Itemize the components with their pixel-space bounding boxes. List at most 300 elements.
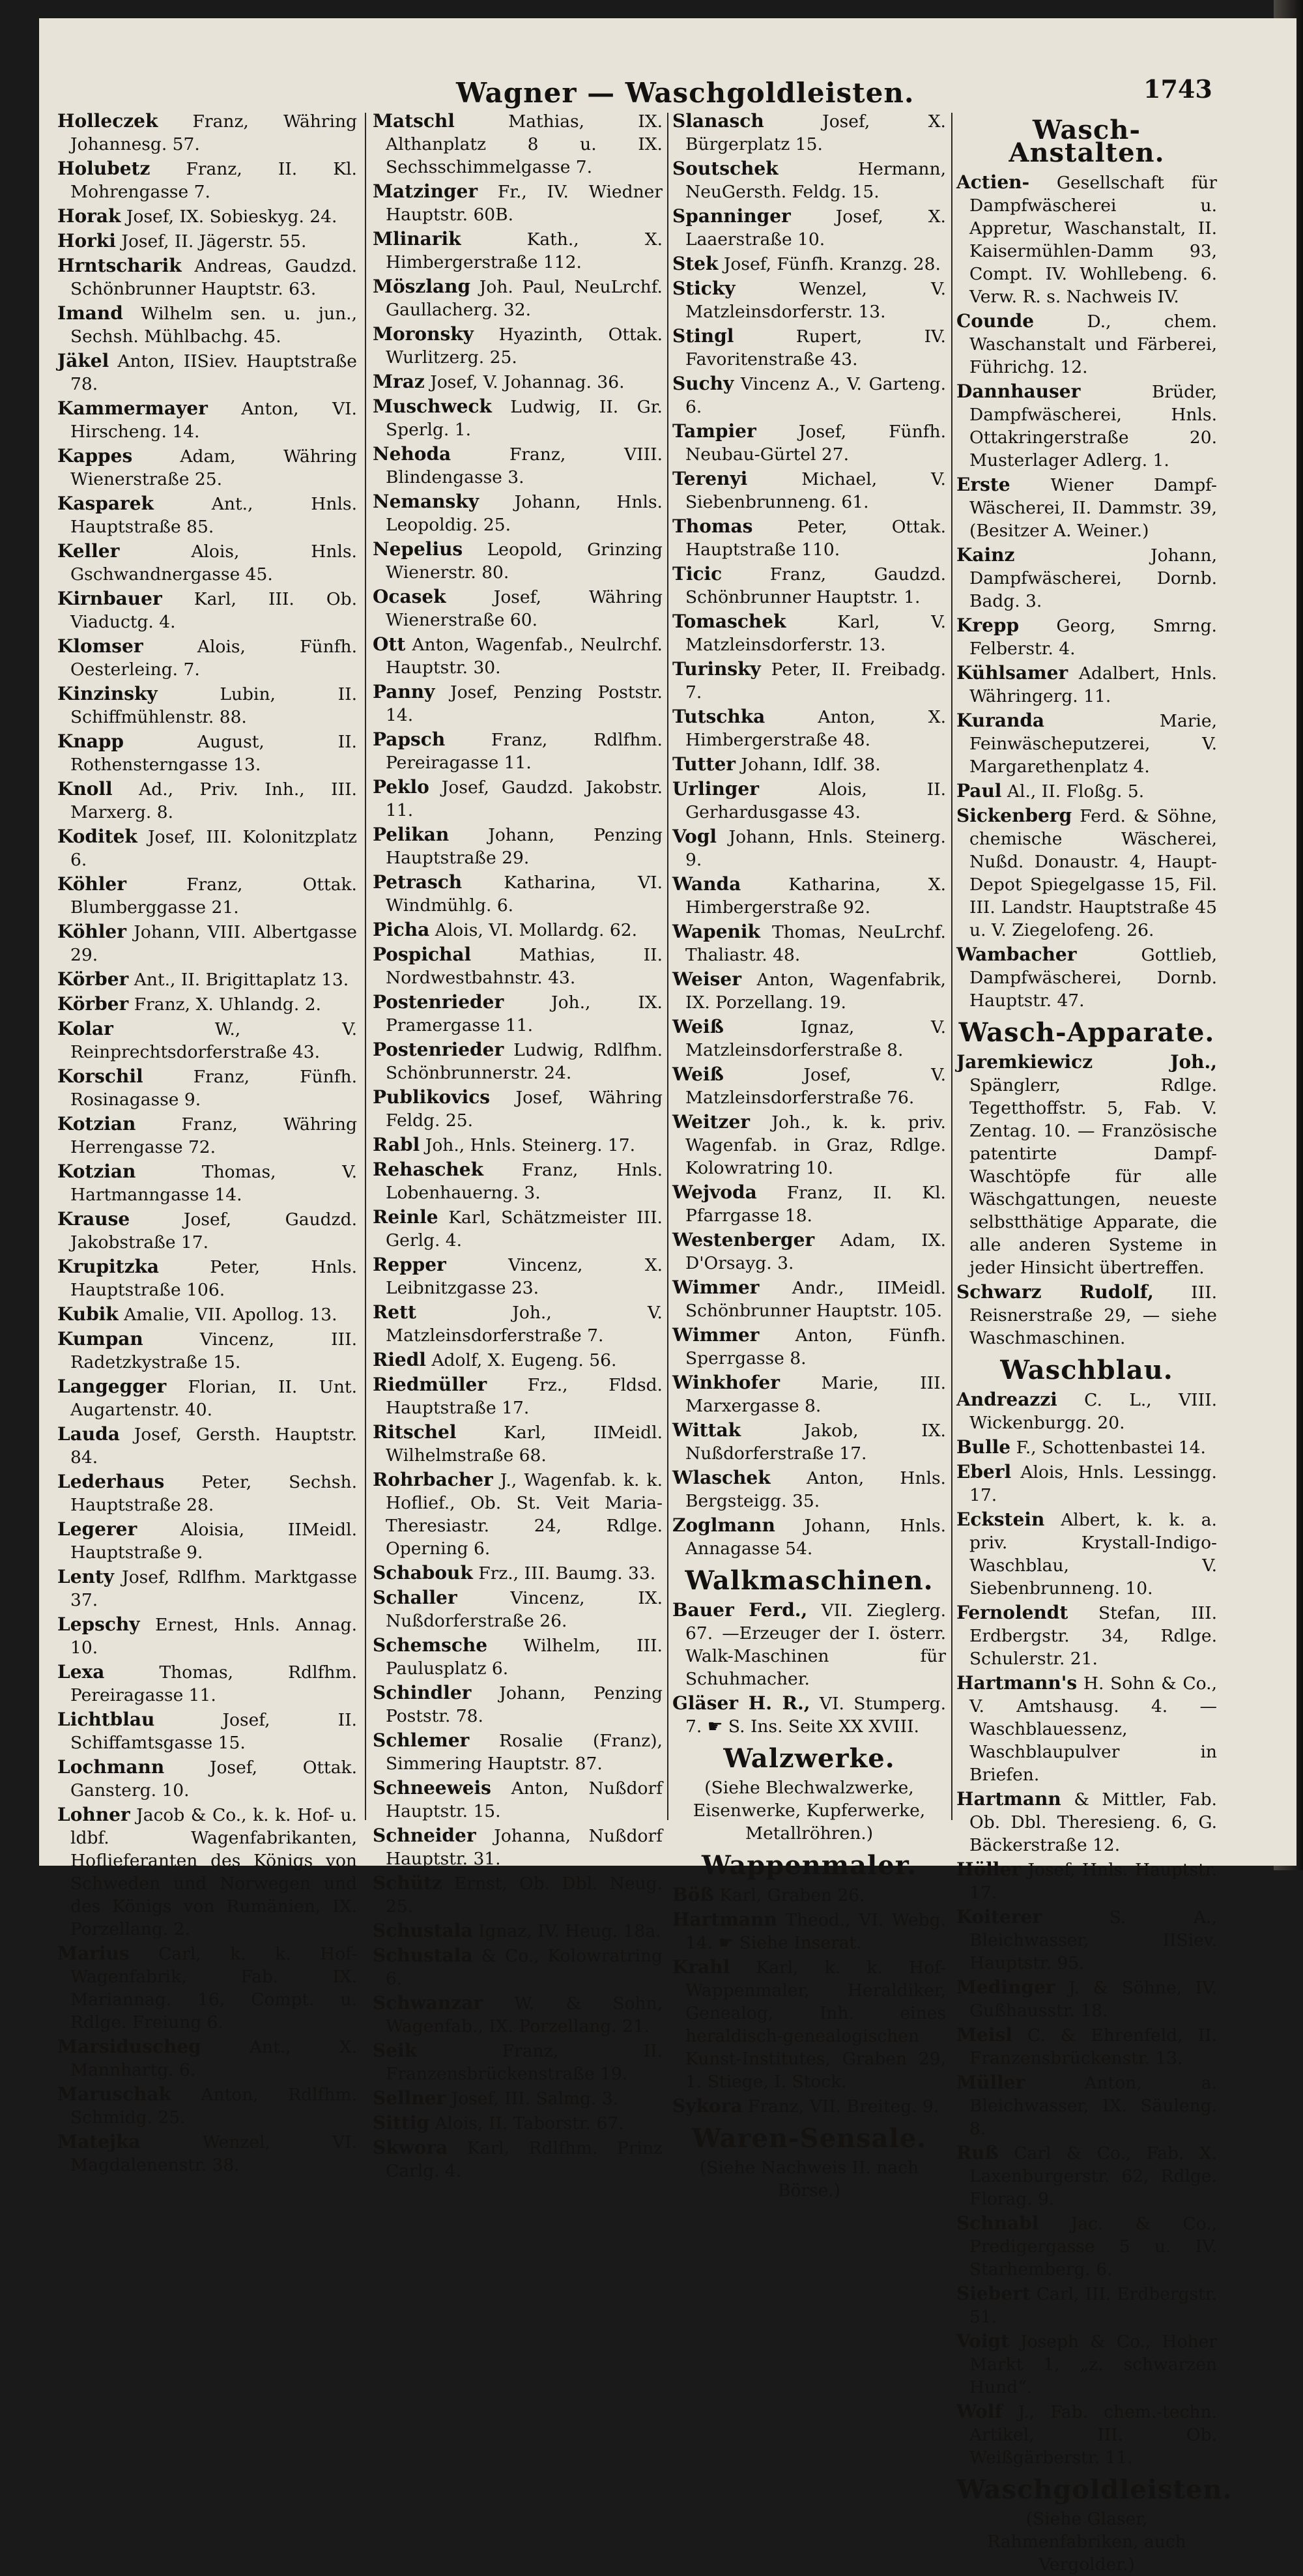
directory-entry xyxy=(373,1991,663,2038)
entry-details: Josef, Hnls. Hauptstr. 17. xyxy=(969,1860,1217,1903)
entry-name: Kasparek xyxy=(57,493,154,514)
entry-name: Tutschka xyxy=(672,706,766,727)
directory-entry xyxy=(373,395,663,441)
entry-details: VI. Stumperg. 7. ☛ S. Ins. Seite XX XVIII. xyxy=(685,1694,946,1737)
entry-name: Wolf xyxy=(956,2401,1003,2422)
entry-details: Alois, II. Taborstr. 67. xyxy=(435,2113,624,2134)
entry-name: Sellner xyxy=(373,2087,446,2109)
entry-name: Ocasek xyxy=(373,586,446,607)
section-heading: Wasch-Anstalten. xyxy=(1009,115,1165,168)
entry-details: Franz, Rdlfhm. Pereiragasse 11. xyxy=(386,730,663,773)
cross-reference-note: (Siehe Blechwalzwerke, Eisenwerke, Kupferwerke, Metallröhren.) xyxy=(693,1778,926,1844)
directory-entry xyxy=(956,1858,1217,1904)
entry-details: Ernst, Ob. Dbl. Neug. 25. xyxy=(386,1874,663,1917)
entry-details: Franz, VII. Breiteg. 9. xyxy=(747,2096,939,2117)
entry-name: Rabl xyxy=(373,1134,420,1155)
entry-name: Schütz xyxy=(373,1872,442,1894)
directory-entry xyxy=(373,227,663,274)
directory-entry xyxy=(57,540,357,586)
directory-entry xyxy=(57,1375,357,1421)
entry-name: Riedmüller xyxy=(373,1374,487,1395)
directory-entry xyxy=(956,1787,1217,1857)
entry-name: Krause xyxy=(57,1208,130,1230)
directory-entry xyxy=(373,1301,663,1347)
entry-name: Tampier xyxy=(672,420,756,442)
directory-entry xyxy=(57,1065,357,1111)
directory-entry xyxy=(373,180,663,226)
directory-entry xyxy=(956,1281,1217,1350)
entry-details: H. Sohn & Co., V. Amtshausg. 4. — Waschblauessenz, Waschblaupulver in Briefen. xyxy=(969,1673,1217,1785)
entry-name: Turinsky xyxy=(672,658,761,680)
entry-name: Kuranda xyxy=(956,710,1045,731)
entry-details: Josef, III. Salmg. 3. xyxy=(451,2089,619,2109)
entry-name: Repper xyxy=(373,1254,446,1275)
entry-name: Wambacher xyxy=(956,944,1077,965)
entry-name: Lichtblau xyxy=(57,1709,155,1730)
directory-entry xyxy=(956,709,1217,778)
entry-name: Meisl xyxy=(956,2024,1012,2046)
directory-entry xyxy=(956,380,1217,472)
entry-name: Kühlsamer xyxy=(956,662,1068,684)
entry-name: Riedl xyxy=(373,1349,426,1370)
entry-details: Johann, Idlf. 38. xyxy=(741,755,881,775)
directory-entry xyxy=(672,325,946,371)
directory-entry xyxy=(373,728,663,774)
directory-entry xyxy=(672,157,946,203)
entry-name: Lauda xyxy=(57,1423,120,1445)
column-rule xyxy=(951,113,952,1820)
entry-details: Franz, Währing Herrengasse 72. xyxy=(70,1114,357,1157)
entry-details: Josef, V. Johannag. 36. xyxy=(430,372,625,392)
entry-details: Wilhelm sen. u. jun., Sechsh. Mühlbachg. 45. xyxy=(70,304,357,347)
entry-details: Wenzel, V. Matzleinsdorferstr. 13. xyxy=(685,279,946,322)
directory-entry xyxy=(956,1905,1217,1975)
entry-name: Matschl xyxy=(373,110,455,132)
entry-details: Ludwig, II. Gr. Sperlg. 1. xyxy=(386,397,663,440)
entry-details: III. Reisnerstraße 29, — siehe Waschmaschinen. xyxy=(969,1282,1217,1348)
entry-name: Horki xyxy=(57,230,116,252)
entry-details: Joh., Hnls. Steinerg. 17. xyxy=(425,1135,636,1155)
directory-entry xyxy=(373,1468,663,1560)
section-heading: Waschblau. xyxy=(1000,1355,1173,1385)
entry-name: Körber xyxy=(57,993,129,1015)
entry-name: Hartmann xyxy=(956,1788,1061,1810)
entry-details: Vincenz A., V. Garteng. 6. xyxy=(685,374,946,417)
entry-details: Josef, X. Bürgerplatz 15. xyxy=(685,111,946,154)
directory-entry xyxy=(57,873,357,919)
entry-details: Katharina, VI. Windmühlg. 6. xyxy=(386,873,663,916)
entry-name: Keller xyxy=(57,540,120,562)
directory-entry xyxy=(672,1228,946,1275)
entry-details: & Co., Kolowratring 6. xyxy=(386,1946,663,1989)
entry-details: Karl, Rdlfhm. Prinz Carlg. 4. xyxy=(386,2138,663,2181)
entry-details: Josef, Fünfh. Neubau-Gürtel 27. xyxy=(685,422,946,465)
directory-entry xyxy=(672,1419,946,1465)
entry-details: J., Fab. chem.-techn. Artikel, III. Ob. Weißgärberstr. 11. xyxy=(969,2402,1217,2468)
directory-entry xyxy=(672,515,946,561)
directory-entry xyxy=(956,779,1217,803)
entry-name: Nehoda xyxy=(373,443,451,465)
entry-name: Nemansky xyxy=(373,491,479,512)
entry-name: Pelikan xyxy=(373,824,450,845)
entry-details: Anton, Fünfh. Sperrgasse 8. xyxy=(685,1325,946,1368)
entry-details: Adalbert, Hnls. Währingerg. 11. xyxy=(969,663,1217,706)
entry-details: Jacob & Co., k. k. Hof- u. ldbf. Wagenfabrikanten, Hoflieferanten des Königs von Schweden und Norwegen und des Königs von Rumänien, IX. Porzellang. 2. xyxy=(70,1805,357,1939)
entry-name: Tutter xyxy=(672,753,736,775)
entry-name: Bauer Ferd., xyxy=(672,1599,808,1621)
entry-name: Kotzian xyxy=(57,1113,136,1135)
entry-name: Weiß xyxy=(672,1016,724,1037)
entry-name: Korschil xyxy=(57,1065,143,1087)
entry-details: Franz, II. Kl. Pfarrgasse 18. xyxy=(685,1183,946,1226)
directory-entry xyxy=(672,968,946,1014)
entry-details: Josef, X. Laaerstraße 10. xyxy=(685,207,946,250)
directory-entry xyxy=(672,825,946,871)
entry-details: D., chem. Waschanstalt und Färberei, Führichg. 12. xyxy=(969,311,1217,377)
directory-entry xyxy=(672,1466,946,1512)
entry-name: Vogl xyxy=(672,826,717,847)
entry-name: Möszlang xyxy=(373,276,471,297)
entry-details: Wilhelm, III. Paulusplatz 6. xyxy=(386,1636,663,1679)
directory-entry xyxy=(956,614,1217,660)
entry-details: Marie, Feinwäscheputzerei, V. Margarethenplatz 4. xyxy=(969,711,1217,777)
entry-name: Wimmer xyxy=(672,1277,760,1298)
entry-details: Georg, Smrng. Felberstr. 4. xyxy=(969,616,1217,659)
entry-details: J., Wagenfab. k. k. Hoflief., Ob. St. Veit Maria-Theresiastr. 24, Rdlge. Operning 6. xyxy=(386,1470,663,1559)
entry-name: Panny xyxy=(373,681,435,702)
directory-entry xyxy=(57,229,357,253)
directory-entry xyxy=(57,1470,357,1516)
directory-page xyxy=(39,18,1296,2575)
directory-entry xyxy=(57,1208,357,1254)
entry-name: Rehaschek xyxy=(373,1159,483,1180)
entry-name: Höller xyxy=(956,1859,1021,1880)
directory-entry xyxy=(672,1883,946,1907)
entry-details: Thomas, Rdlfhm. Pereiragasse 11. xyxy=(70,1662,357,1705)
entry-name: Medinger xyxy=(956,1976,1055,1998)
directory-entry xyxy=(57,587,357,633)
entry-details: Jakob, IX. Nußdorferstraße 17. xyxy=(685,1421,946,1464)
directory-entry xyxy=(57,777,357,824)
directory-entry xyxy=(672,1692,946,1738)
directory-entry xyxy=(373,1348,663,1372)
entry-name: Schustala xyxy=(373,1945,473,1966)
entry-details: Ignaz, IV. Heug. 18a. xyxy=(478,1921,661,1941)
entry-details: Karl, III. Ob. Viaductg. 4. xyxy=(70,589,357,632)
entry-details: Josef, Rdlfhm. Marktgasse 37. xyxy=(70,1567,357,1610)
directory-entry xyxy=(373,442,663,489)
directory-entry xyxy=(57,205,357,228)
entry-name: Krepp xyxy=(956,615,1020,636)
directory-entry xyxy=(57,1613,357,1659)
entry-details: Karl, k. k. Hof-Wappenmaler, Heraldiker, Genealog, Inh. eines heraldisch-genealogischen Kunst-Institutes, Graben 29, 1. Stiege, I. Stock. xyxy=(685,1958,946,2092)
entry-details: Alois, Hnls. Gschwandnergasse 45. xyxy=(70,542,357,585)
entry-details: Ad., Priv. Inh., III. Marxerg. 8. xyxy=(70,779,357,822)
directory-entry xyxy=(57,920,357,966)
directory-entry xyxy=(373,1824,663,1870)
directory-entry xyxy=(57,1255,357,1301)
entry-details: Josef, III. Kolonitzplatz 6. xyxy=(70,827,357,870)
entry-details: Peter, Hnls. Hauptstraße 106. xyxy=(70,1257,357,1300)
directory-entry xyxy=(672,1015,946,1062)
entry-details: Adam, Währing Wienerstraße 25. xyxy=(70,446,357,489)
entry-details: Anton, IISiev. Hauptstraße 78. xyxy=(70,351,357,394)
entry-details: Mathias, IX. Althanplatz 8 u. IX. Sechsschimmelgasse 7. xyxy=(386,111,663,177)
directory-entry xyxy=(57,682,357,729)
directory-entry xyxy=(57,730,357,776)
entry-name: Lederhaus xyxy=(57,1471,165,1492)
entry-details: Andr., IIMeidl. Schönbrunner Hauptstr. 105. xyxy=(685,1278,946,1321)
directory-entry xyxy=(57,1660,357,1707)
entry-details: Joh., V. Matzleinsdorferstraße 7. xyxy=(386,1303,663,1346)
directory-entry xyxy=(373,490,663,536)
column-2 xyxy=(373,109,663,2181)
entry-name: Erste xyxy=(956,474,1010,495)
directory-entry xyxy=(373,823,663,869)
page-header xyxy=(39,64,1296,109)
entry-name: Stingl xyxy=(672,325,734,347)
entry-details: Josef, Währing Feldg. 25. xyxy=(386,1088,663,1131)
entry-name: Marius xyxy=(57,1943,130,1964)
entry-details: Thomas, NeuLrchf. Thaliastr. 48. xyxy=(685,922,946,965)
directory-entry xyxy=(956,1436,1217,1459)
entry-name: Langegger xyxy=(57,1376,167,1397)
directory-entry xyxy=(956,2071,1217,2140)
directory-entry xyxy=(373,1586,663,1632)
entry-name: Kolar xyxy=(57,1018,113,1039)
directory-entry xyxy=(373,943,663,989)
entry-details: Alois, II. Gerhardusgasse 43. xyxy=(685,779,946,822)
entry-details: Kath., X. Himbergerstraße 112. xyxy=(386,229,663,272)
entry-details: C. & Ehrenfeld, II. Franzensbrückenstr. 13. xyxy=(969,2025,1217,2068)
section-heading: Waschgoldleisten. xyxy=(956,2474,1233,2505)
entry-details: Fr., IV. Wiedner Hauptstr. 60B. xyxy=(386,182,663,225)
directory-entry xyxy=(57,302,357,348)
entry-details: Joh. Paul, NeuLrchf. Gaullacherg. 32. xyxy=(386,277,663,320)
entry-name: Weiß xyxy=(672,1064,724,1085)
entry-details: Johann, Dampfwäscherei, Dornb. Badg. 3. xyxy=(969,545,1217,611)
directory-entry xyxy=(57,1303,357,1326)
entry-name: Holleczek xyxy=(57,110,158,132)
entry-details: Adam, IX. D'Orsayg. 3. xyxy=(685,1230,946,1273)
entry-details: Franz, II. Franzensbrückenstraße 19. xyxy=(386,2041,663,2084)
entry-name: Actien- xyxy=(956,171,1030,193)
entry-name: Suchy xyxy=(672,373,734,394)
entry-name: Winkhofer xyxy=(672,1372,780,1393)
directory-entry xyxy=(373,1872,663,1918)
entry-name: Ticic xyxy=(672,563,723,585)
directory-entry xyxy=(956,804,1217,942)
entry-details: Peter, Ottak. Hauptstraße 110. xyxy=(685,517,946,560)
directory-entry xyxy=(373,370,663,394)
entry-details: Josef, II. Jägerstr. 55. xyxy=(121,231,307,252)
directory-entry xyxy=(672,610,946,656)
entry-name: Köhler xyxy=(57,921,126,942)
entry-details: Karl, Schätzmeister III. Gerlg. 4. xyxy=(386,1208,663,1251)
directory-entry xyxy=(672,420,946,466)
directory-entry xyxy=(373,633,663,679)
directory-entry xyxy=(57,349,357,396)
entry-name: Westenberger xyxy=(672,1229,815,1251)
entry-name: Tomaschek xyxy=(672,611,786,632)
entry-name: Jäkel xyxy=(57,350,109,371)
entry-name: Wejvoda xyxy=(672,1181,757,1203)
entry-details: Peter, II. Freibadg. 7. xyxy=(685,659,946,702)
entry-details: Franz, Hnls. Lobenhauerng. 3. xyxy=(386,1160,663,1203)
entry-details: Vincenz, III. Radetzkystraße 15. xyxy=(70,1329,357,1372)
entry-details: Lubin, II. Schiffmühlenstr. 88. xyxy=(70,684,357,727)
entry-name: Knoll xyxy=(57,778,113,800)
entry-details: Al., II. Floßg. 5. xyxy=(1007,781,1145,802)
directory-entry xyxy=(57,968,357,991)
directory-entry xyxy=(57,1708,357,1754)
directory-entry xyxy=(672,1276,946,1322)
directory-entry xyxy=(373,1253,663,1299)
directory-entry xyxy=(57,109,357,156)
entry-details: Frz., Fldsd. Hauptstraße 17. xyxy=(386,1375,663,1418)
entry-name: Köhler xyxy=(57,873,126,895)
cross-reference-note: (Siehe Glaser, Rahmenfabriken, auch Vergolder.) xyxy=(987,2509,1186,2575)
entry-details: Johann, Hnls. Leopoldig. 25. xyxy=(386,492,663,535)
entry-details: Karl, Graben 26. xyxy=(719,1885,865,1905)
directory-entry xyxy=(956,2282,1217,2328)
entry-details: Johann, Penzing Hauptstraße 29. xyxy=(386,825,663,868)
directory-entry xyxy=(373,1919,663,1943)
directory-entry xyxy=(57,1565,357,1612)
directory-entry xyxy=(57,1327,357,1374)
directory-entry xyxy=(672,658,946,704)
entry-details: Anton, Wagenfabrik, IX. Porzellang. 19. xyxy=(685,970,946,1013)
entry-name: Wapenik xyxy=(672,921,760,942)
entry-name: Mraz xyxy=(373,371,425,392)
entry-name: Koditek xyxy=(57,826,137,847)
entry-details: Alois, VI. Mollardg. 62. xyxy=(435,920,638,940)
entry-details: Aloisia, IIMeidl. Hauptstraße 9. xyxy=(70,1520,357,1563)
entry-details: Carl, k. k. Hof-Wagenfabrik, Fab. IX. Mariannag. 16, Compt. u. Rdlge. Freiung 6. xyxy=(70,1944,357,2033)
entry-details: Brüder, Dampfwäscherei, Hnls. Ottakringerstraße 20. Musterlager Adlerg. 1. xyxy=(969,382,1217,470)
entry-name: Schindler xyxy=(373,1682,472,1703)
directory-entry xyxy=(57,2130,357,2177)
entry-details: Johann, VIII. Albertgasse 29. xyxy=(70,922,357,965)
column-4 xyxy=(956,109,1233,2575)
entry-details: Anton, Rdlfhm. Schmidg. 25. xyxy=(70,2085,357,2128)
entry-details: Anton, a. Bleichwasser, IX. Säuleng. 8. xyxy=(969,2073,1217,2139)
directory-entry xyxy=(956,2212,1217,2281)
entry-name: Postenrieder xyxy=(373,991,504,1013)
entry-name: Hartmann's xyxy=(956,1672,1078,1694)
directory-entry xyxy=(956,1388,1217,1434)
directory-entry xyxy=(672,920,946,966)
entry-name: Wanda xyxy=(672,873,741,895)
entry-name: Stek xyxy=(672,253,719,274)
entry-name: Weitzer xyxy=(672,1111,751,1133)
entry-name: Weiser xyxy=(672,968,741,990)
directory-entry xyxy=(373,775,663,822)
directory-entry xyxy=(373,1681,663,1728)
entry-name: Andreazzi xyxy=(956,1389,1057,1410)
directory-entry xyxy=(672,372,946,418)
directory-entry xyxy=(373,1729,663,1775)
directory-entry xyxy=(672,2094,946,2118)
directory-entry xyxy=(956,1601,1217,1670)
entry-name: Rohrbacher xyxy=(373,1469,493,1490)
directory-entry xyxy=(57,1803,357,1941)
entry-name: Picha xyxy=(373,919,430,940)
entry-details: C. L., VIII. Wickenburgg. 20. xyxy=(969,1390,1217,1433)
entry-name: Reinle xyxy=(373,1206,438,1228)
entry-name: Schabouk xyxy=(373,1562,473,1584)
entry-name: Muschweck xyxy=(373,396,492,417)
directory-entry xyxy=(373,1944,663,1990)
entry-details: Karl, IIMeidl. Wilhelmstraße 68. xyxy=(386,1423,663,1466)
directory-entry xyxy=(672,1908,946,1954)
entry-details: Josef, II. Schiffamtsgasse 15. xyxy=(70,1710,357,1753)
entry-name: Rett xyxy=(373,1301,416,1323)
entry-name: Papsch xyxy=(373,729,446,750)
entry-name: Müller xyxy=(956,2072,1025,2093)
entry-details: Anton, X. Himbergerstraße 48. xyxy=(685,707,946,750)
directory-entry xyxy=(672,467,946,514)
entry-details: W. & Sohn, Wagenfab., IX. Porzellang. 21. xyxy=(386,1993,663,2036)
entry-details: Frz., III. Baumg. 33. xyxy=(478,1563,656,1584)
directory-entry xyxy=(57,1017,357,1064)
entry-name: Eberl xyxy=(956,1461,1012,1483)
entry-details: Vincenz, IX. Nußdorferstraße 26. xyxy=(386,1588,663,1631)
entry-details: Ferd. & Söhne, chemische Wäscherei, Nußd. Donaustr. 4, Haupt-Depot Spiegelgasse 15, Fil. III. Landstr. Hauptstraße 45 u. V. Ziegelofeng. 26. xyxy=(969,806,1217,940)
cross-reference-note: (Siehe Nachweis II. nach Börse.) xyxy=(699,2158,919,2201)
page-number: 1743 xyxy=(1143,74,1212,104)
entry-details: Anton, Hnls. Bergsteigg. 35. xyxy=(685,1468,946,1511)
entry-details: W., V. Reinprechtsdorferstraße 43. xyxy=(70,1019,357,1062)
entry-details: Leopold, Grinzing Wienerstr. 80. xyxy=(386,540,663,583)
directory-entry xyxy=(672,1599,946,1690)
entry-name: Kotzian xyxy=(57,1161,136,1182)
entry-name: Kappes xyxy=(57,445,133,467)
entry-details: Marie, III. Marxergasse 8. xyxy=(685,1373,946,1416)
entry-details: Vincenz, X. Leibnitzgasse 23. xyxy=(386,1255,663,1298)
entry-name: Terenyi xyxy=(672,468,748,489)
entry-name: Maruschak xyxy=(57,2083,171,2105)
entry-details: Karl, V. Matzleinsdorferstr. 13. xyxy=(685,612,946,655)
entry-details: Wenzel, VI. Magdalenenstr. 38. xyxy=(70,2132,357,2175)
directory-entry xyxy=(956,171,1217,308)
directory-entry xyxy=(956,1460,1217,1507)
directory-entry xyxy=(672,753,946,776)
entry-name: Gläser H. R., xyxy=(672,1692,810,1714)
entry-name: Marsiduscheg xyxy=(57,2036,201,2057)
entry-details: VII. Zieglerg. 67. —Erzeuger der I. österr. Walk-Maschinen für Schuhmacher. xyxy=(685,1600,946,1689)
entry-name: Paul xyxy=(956,780,1002,802)
entry-details: Franz, X. Uhlandg. 2. xyxy=(134,994,321,1015)
entry-name: Koiterer xyxy=(956,1906,1042,1928)
entry-details: Michael, V. Siebenbrunneng. 61. xyxy=(685,469,946,512)
entry-details: & Mittler, Fab. Ob. Dbl. Theresieng. 6, G. Bäckerstraße 12. xyxy=(969,1789,1217,1855)
directory-entry xyxy=(57,157,357,203)
entry-details: Carl, III. Erdbergstr. 51. xyxy=(969,2284,1217,2327)
column-3 xyxy=(672,109,946,2201)
entry-details: Theod., VI. Webg. 14. ☛ Siehe Inserat. xyxy=(685,1910,946,1953)
entry-details: Carl & Co., Fab. X. Laxenburgerstr. 62, Rdlge. Florag. 9. xyxy=(969,2143,1217,2209)
entry-details: Josef, Penzing Poststr. 14. xyxy=(386,682,663,725)
directory-entry xyxy=(373,323,663,369)
entry-details: Peter, Sechsh. Hauptstraße 28. xyxy=(70,1472,357,1515)
entry-details: Andreas, Gaudzd. Schönbrunner Hauptstr. 63. xyxy=(70,256,357,299)
entry-details: Ignaz, V. Matzleinsdorferstraße 8. xyxy=(685,1017,946,1060)
directory-entry xyxy=(373,1206,663,1252)
directory-entry xyxy=(373,1776,663,1823)
directory-entry xyxy=(373,109,663,179)
directory-entry xyxy=(672,1514,946,1560)
